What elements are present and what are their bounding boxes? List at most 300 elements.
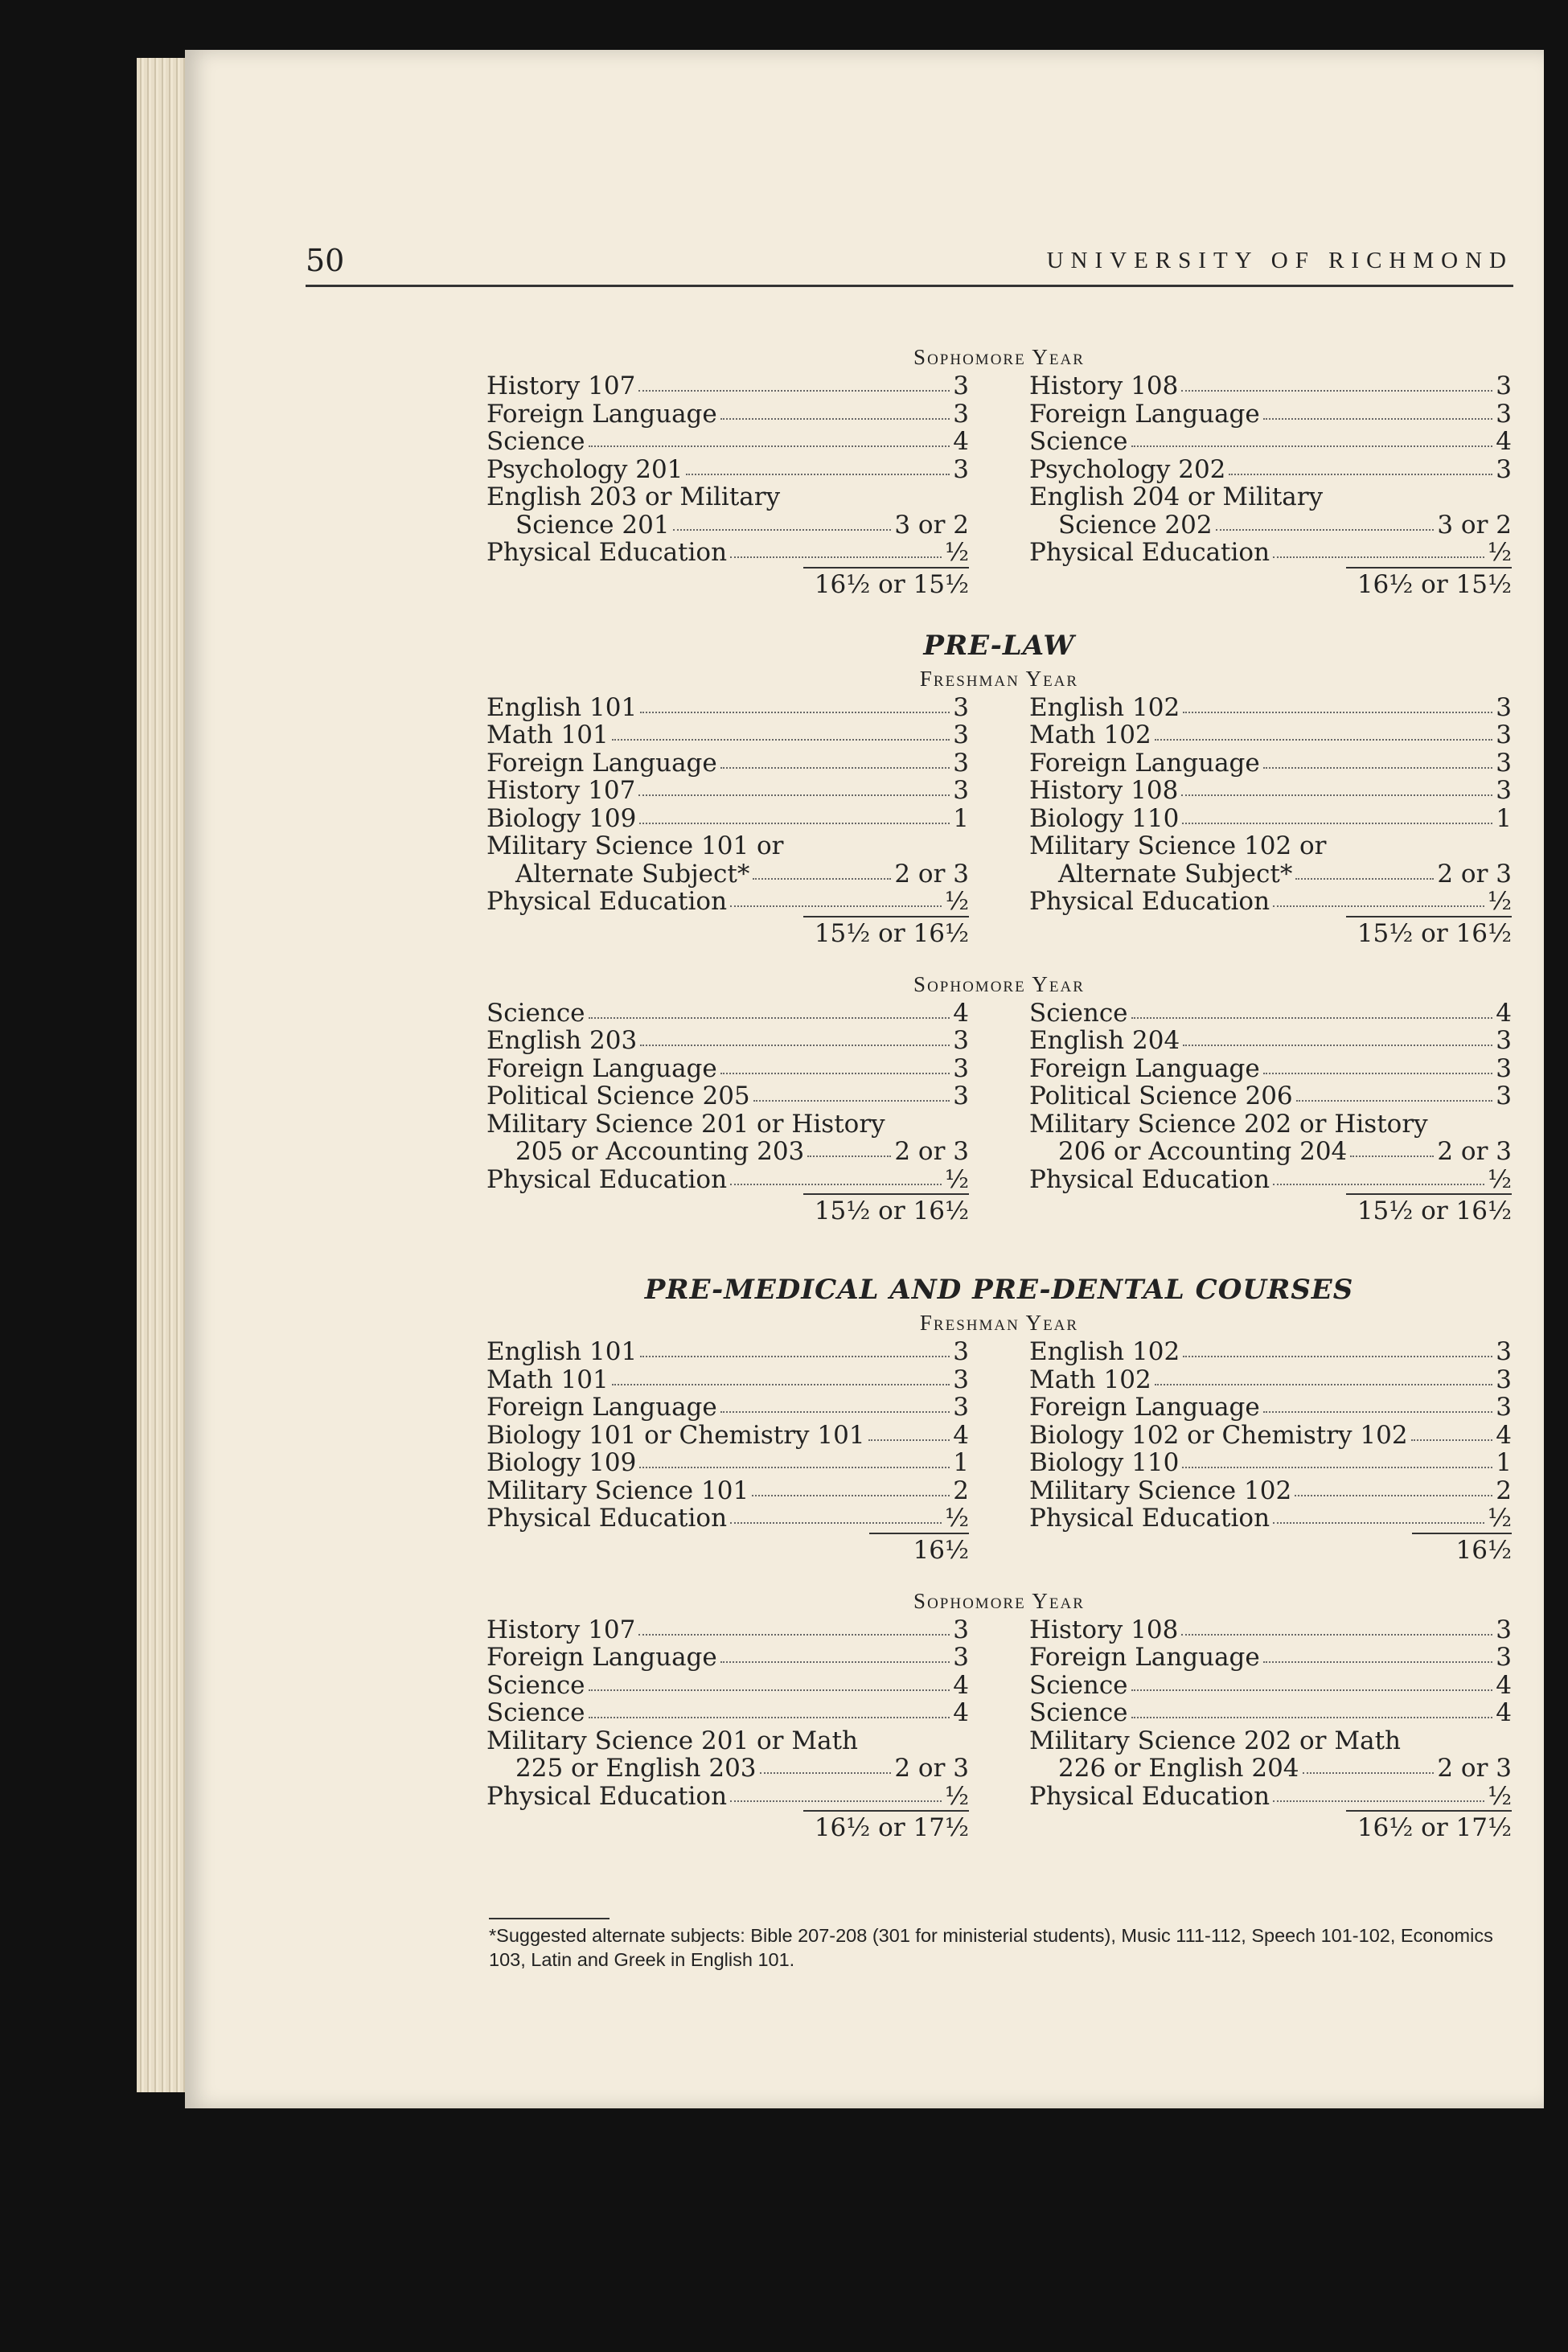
course-name: Physical Education [486,1781,728,1811]
running-title: UNIVERSITY OF RICHMOND [1046,248,1513,273]
credit-hours: 2 or 3 [1437,859,1512,889]
course-name: Military Science 202 or History [1029,1109,1428,1139]
dot-leader [589,1017,950,1019]
course-name: Biology 109 [486,803,637,833]
course-line [486,400,969,429]
credit-hours: 3 [1496,692,1512,722]
course-name: Math 102 [1029,1365,1151,1394]
dot-leader [638,390,950,392]
dot-leader [720,1661,950,1663]
course-line [1029,1755,1512,1783]
course-name: Science [1029,998,1128,1028]
credit-hours: ½ [1487,538,1512,567]
total-value: 16½ or 15½ [1346,567,1512,601]
dot-leader [730,556,942,558]
page-header [306,240,1513,283]
course-line [1029,1727,1512,1755]
credit-hours: 3 [953,1393,969,1422]
course-line [486,694,969,722]
dot-leader [730,1184,942,1185]
curriculum-content [486,342,1512,1842]
course-name: 206 or Accounting 204 [1058,1137,1348,1166]
course-line [486,1699,969,1727]
credit-hours: 3 [1496,748,1512,778]
course-name: English 101 [486,1337,638,1366]
course-line [1029,860,1512,889]
credit-hours: 3 [953,776,969,805]
course-name: Political Science 205 [486,1082,750,1110]
course-name: Science [486,1670,585,1700]
credit-hours: 3 [953,1053,969,1083]
credit-hours: 3 [1496,1643,1512,1672]
credit-hours: 3 [953,371,969,400]
credit-hours: 3 [1496,776,1512,805]
credit-hours: ½ [1487,1164,1512,1194]
dot-leader [1229,474,1492,475]
credit-hours: 3 [1496,1337,1512,1366]
course-line [486,1027,969,1055]
course-name: Foreign Language [486,1643,717,1672]
total-value: 15½ or 16½ [803,1193,969,1227]
course-line [1029,777,1512,805]
course-line [486,1644,969,1672]
dot-leader [730,905,942,907]
course-line [486,777,969,805]
course-name: Physical Education [486,538,728,567]
course-line [1029,428,1512,456]
dot-leader [1131,1689,1493,1691]
page-number: 50 [306,243,345,278]
course-name: Military Science 101 [486,1476,749,1505]
course-name: English 101 [486,692,638,722]
credit-hours: 3 [953,720,969,749]
course-name: History 108 [1029,776,1179,805]
course-line [486,1616,969,1644]
course-name: Military Science 102 [1029,1476,1292,1505]
credit-hours: 1 [1496,803,1512,833]
schedule [486,694,1512,948]
credit-hours: ½ [944,1504,969,1533]
course-name: Physical Education [486,1164,728,1194]
credit-hours: ½ [1487,887,1512,916]
course-name: Biology 102 or Chemistry 102 [1029,1420,1408,1450]
header-rule [306,285,1513,287]
course-name: Physical Education [1029,1164,1270,1194]
course-name: Foreign Language [1029,748,1260,778]
course-line [486,1138,969,1166]
schedule [486,372,1512,599]
credit-hours: 4 [1496,427,1512,456]
course-line [486,1110,969,1139]
course-name: Military Science 102 or [1029,831,1327,860]
dot-leader [640,1045,950,1046]
course-line [1029,511,1512,540]
credit-hours: 2 or 3 [1437,1754,1512,1783]
credit-hours: 4 [1496,1698,1512,1727]
course-line [486,1449,969,1477]
credit-hours: 3 [953,692,969,722]
dot-leader [1411,1439,1493,1441]
second-semester [1029,1616,1512,1843]
schedule [486,999,1512,1226]
course-name: English 204 or Military [1029,482,1324,511]
course-name: Military Science 202 or Math [1029,1726,1402,1755]
dot-leader [673,529,892,531]
credit-hours: 3 [1496,371,1512,400]
credit-hours: 4 [953,1698,969,1727]
course-line [1029,456,1512,484]
course-line [486,483,969,511]
course-line [1029,1082,1512,1110]
dot-leader [1263,1073,1493,1074]
course-name: Military Science 201 or History [486,1109,885,1139]
course-line [486,1338,969,1366]
course-line [1029,1338,1512,1366]
course-line [1029,1699,1512,1727]
course-name: 226 or English 204 [1058,1754,1299,1783]
course-name: Biology 109 [486,1448,637,1477]
course-name: Military Science 201 or Math [486,1726,859,1755]
dot-leader [639,823,950,824]
course-line [1029,1166,1512,1194]
course-line [1029,694,1512,722]
course-name: History 108 [1029,371,1179,400]
year-heading: Sophomore Year [913,345,1085,369]
credit-hours: 4 [953,1420,969,1450]
year-heading: Sophomore Year [913,971,1085,996]
course-line [486,1082,969,1110]
dot-leader [753,1100,950,1102]
total-hours [486,1810,969,1842]
credit-hours: 3 [1496,1026,1512,1055]
credit-hours: 1 [953,803,969,833]
total-hours [1029,1533,1512,1565]
credit-hours: 2 or 3 [894,859,969,889]
course-line [1029,400,1512,429]
dot-leader [589,1717,950,1718]
course-name: English 204 [1029,1026,1180,1055]
course-line [486,999,969,1028]
dot-leader [640,1356,950,1357]
credit-hours: 4 [1496,998,1512,1028]
total-hours [1029,1193,1512,1225]
course-name: Psychology 201 [486,454,683,484]
course-line [1029,721,1512,749]
credit-hours: 3 [953,1365,969,1394]
course-name: Psychology 202 [1029,454,1226,484]
course-line [1029,805,1512,833]
course-line [1029,832,1512,860]
course-line [1029,1394,1512,1422]
course-name: Physical Education [1029,1781,1270,1811]
course-name: Science [486,1698,585,1727]
credit-hours: 3 [1496,720,1512,749]
course-name: Physical Education [486,887,728,916]
dot-leader [1273,1522,1484,1524]
course-name: Physical Education [1029,887,1270,916]
course-name: Math 101 [486,1365,609,1394]
first-semester [486,1616,969,1843]
dot-leader [639,1467,950,1468]
credit-hours: 3 [953,748,969,778]
dot-leader [612,1384,950,1385]
course-line [486,749,969,778]
course-line [1029,1477,1512,1505]
schedule [486,1616,1512,1843]
course-name: Foreign Language [486,1053,717,1083]
course-name: Science 201 [515,510,670,540]
dot-leader [1131,1717,1493,1718]
dot-leader [1273,556,1484,558]
course-name: English 102 [1029,1337,1180,1366]
credit-hours: 3 [953,1082,969,1110]
dot-leader [1263,1411,1493,1413]
course-line [486,372,969,400]
course-line [1029,1504,1512,1533]
course-name: Physical Education [1029,538,1270,567]
course-name: Military Science 101 or [486,831,784,860]
course-line [486,539,969,567]
course-name: Science 202 [1058,510,1213,540]
course-line [486,832,969,860]
credit-hours: ½ [1487,1504,1512,1533]
course-name: History 107 [486,371,636,400]
credit-hours: 3 [953,1026,969,1055]
course-line [1029,539,1512,567]
dot-leader [1181,1634,1492,1636]
course-name: Physical Education [486,1504,728,1533]
course-line [1029,1449,1512,1477]
credit-hours: 4 [953,427,969,456]
credit-hours: 3 [1496,1053,1512,1083]
course-name: Foreign Language [486,1393,717,1422]
dot-leader [1350,1155,1434,1157]
first-semester [486,999,969,1226]
total-value: 16½ or 15½ [803,567,969,601]
dot-leader [1183,1356,1492,1357]
course-line [1029,888,1512,916]
course-name: Biology 110 [1029,803,1180,833]
total-hours [486,567,969,599]
year-heading: Sophomore Year [913,1588,1085,1613]
course-line [486,428,969,456]
credit-hours: 4 [1496,1670,1512,1700]
section-title-prelaw: PRE-LAW [923,629,1075,662]
dot-leader [1181,794,1492,796]
credit-hours: 1 [953,1448,969,1477]
second-semester [1029,1338,1512,1565]
course-name: History 107 [486,1615,636,1644]
course-name: English 203 [486,1026,638,1055]
credit-hours: 3 [1496,1393,1512,1422]
total-hours [486,916,969,948]
course-line [1029,1616,1512,1644]
course-line [486,1755,969,1783]
dot-leader [1182,823,1492,824]
total-value: 16½ or 17½ [803,1810,969,1844]
dot-leader [1183,1045,1492,1046]
course-name: Political Science 206 [1029,1082,1293,1110]
total-value: 15½ or 16½ [1346,916,1512,950]
dot-leader [720,1411,950,1413]
second-semester [1029,694,1512,948]
dot-leader [589,1689,950,1691]
course-name: Foreign Language [486,748,717,778]
course-line [1029,483,1512,511]
course-name: Science [1029,1670,1128,1700]
footnote: *Suggested alternate subjects: Bible 207-208 (301 for ministerial students), Music 111-112, Speech 101-102, Economics 103, Latin and Greek in English 101. [489,1925,1493,1970]
credit-hours: ½ [944,887,969,916]
course-line [1029,1422,1512,1450]
total-hours [1029,1810,1512,1842]
dot-leader [730,1522,942,1524]
year-heading: Freshman Year [919,1311,1079,1335]
dot-leader [1296,1100,1493,1102]
credit-hours: 1 [1496,1448,1512,1477]
course-name: Science [1029,427,1128,456]
course-line [486,1783,969,1811]
course-name: Foreign Language [1029,1643,1260,1672]
course-name: Foreign Language [486,399,717,429]
course-line [486,721,969,749]
course-line [486,511,969,540]
dot-leader [1263,767,1493,769]
credit-hours: 3 [953,1337,969,1366]
first-semester [486,694,969,948]
total-hours [1029,567,1512,599]
course-line [1029,1138,1512,1166]
course-line [486,888,969,916]
course-name: Physical Education [1029,1504,1270,1533]
course-line [486,1394,969,1422]
course-line [486,805,969,833]
dot-leader [1182,1467,1492,1468]
course-name: English 102 [1029,692,1180,722]
credit-hours: ½ [944,1781,969,1811]
course-line [1029,372,1512,400]
credit-hours: 3 [1496,1365,1512,1394]
course-line [486,1727,969,1755]
total-value: 16½ [1412,1533,1512,1566]
course-line [486,1422,969,1450]
dot-leader [1181,390,1492,392]
dot-leader [1131,1017,1493,1019]
course-line [486,456,969,484]
credit-hours: 2 or 3 [1437,1137,1512,1166]
course-line [486,1366,969,1394]
total-value: 15½ or 16½ [1346,1193,1512,1227]
course-name: Math 102 [1029,720,1151,749]
dot-leader [1273,1184,1484,1185]
course-name: Biology 101 or Chemistry 101 [486,1420,865,1450]
credit-hours: 2 or 3 [894,1754,969,1783]
dot-leader [638,1634,950,1636]
course-line [1029,1644,1512,1672]
dot-leader [720,1073,950,1074]
dot-leader [807,1155,891,1157]
course-line [1029,1783,1512,1811]
course-line [486,1672,969,1700]
credit-hours: 4 [953,998,969,1028]
dot-leader [1303,1772,1435,1774]
dot-leader [1295,1495,1492,1496]
total-value: 16½ [869,1533,969,1566]
course-line [1029,1110,1512,1139]
credit-hours: 3 [953,1643,969,1672]
total-value: 16½ or 17½ [1346,1810,1512,1844]
dot-leader [760,1772,892,1774]
credit-hours: 3 [953,454,969,484]
credit-hours: 3 [1496,454,1512,484]
course-line [486,860,969,889]
dot-leader [1155,739,1493,741]
credit-hours: 4 [1496,1420,1512,1450]
dot-leader [1183,712,1492,713]
credit-hours: 3 [953,1615,969,1644]
course-name: Alternate Subject* [1058,859,1293,889]
dot-leader [1263,418,1493,420]
credit-hours: 3 or 2 [894,510,969,540]
credit-hours: 3 [1496,1082,1512,1110]
credit-hours: 3 [953,399,969,429]
course-name: Biology 110 [1029,1448,1180,1477]
course-name: Science [1029,1698,1128,1727]
schedule [486,1338,1512,1565]
dot-leader [1273,1800,1484,1802]
dot-leader [686,474,950,475]
course-name: Science [486,998,585,1028]
course-name: 225 or English 203 [515,1754,757,1783]
course-name: History 107 [486,776,636,805]
course-name: History 108 [1029,1615,1179,1644]
dot-leader [640,712,950,713]
dot-leader [638,794,950,796]
dot-leader [612,739,950,741]
total-hours [486,1193,969,1225]
course-line [486,1477,969,1505]
course-line [1029,1055,1512,1083]
dot-leader [752,1495,950,1496]
dot-leader [730,1800,942,1802]
dot-leader [720,418,950,420]
dot-leader [1155,1384,1493,1385]
course-line [1029,749,1512,778]
first-semester [486,1338,969,1565]
dot-leader [1295,878,1434,880]
dot-leader [1131,445,1493,447]
course-name: Math 101 [486,720,609,749]
total-hours [486,1533,969,1565]
dot-leader [1273,905,1484,907]
course-name: Foreign Language [1029,1053,1260,1083]
credit-hours: 3 [1496,1615,1512,1644]
course-name: Foreign Language [1029,1393,1260,1422]
second-semester [1029,372,1512,599]
course-line [1029,1027,1512,1055]
course-line [1029,1672,1512,1700]
footnote-rule [489,1918,610,1919]
course-line [1029,999,1512,1028]
course-name: Foreign Language [1029,399,1260,429]
year-heading: Freshman Year [919,666,1079,691]
credit-hours: 2 [1496,1476,1512,1505]
course-name: Alternate Subject* [515,859,750,889]
section-title-premed: PRE-MEDICAL AND PRE-DENTAL COURSES [644,1274,1354,1306]
second-semester [1029,999,1512,1226]
dot-leader [1263,1661,1493,1663]
course-line [1029,1366,1512,1394]
course-name: 205 or Accounting 203 [515,1137,805,1166]
